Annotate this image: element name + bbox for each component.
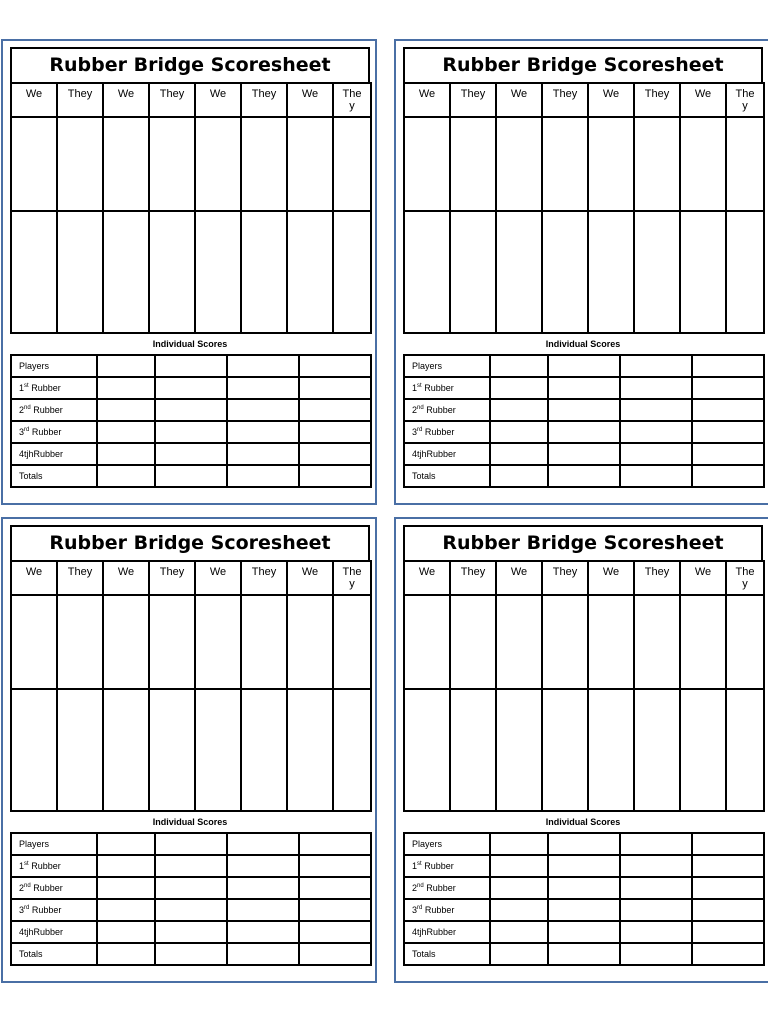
row-label: Totals (11, 943, 97, 965)
column-header: They (726, 83, 764, 117)
score-cell[interactable] (57, 211, 103, 333)
individual-scores-caption: Individual Scores (152, 817, 228, 827)
score-cell[interactable] (195, 117, 241, 211)
column-header: We (103, 83, 149, 117)
score-cell[interactable] (620, 377, 692, 399)
score-cell[interactable] (490, 833, 548, 855)
column-header: They (149, 561, 195, 595)
score-cell[interactable] (155, 377, 227, 399)
score-grid (10, 82, 372, 334)
score-cell[interactable] (149, 211, 195, 333)
score-cell[interactable] (333, 689, 371, 811)
below-line-row (11, 689, 371, 811)
score-cell[interactable] (692, 855, 764, 877)
score-cell[interactable] (195, 595, 241, 689)
score-cell[interactable] (97, 899, 155, 921)
score-cell[interactable] (726, 689, 764, 811)
row-label: 3rd Rubber (11, 421, 97, 443)
score-cell[interactable] (692, 377, 764, 399)
column-header: We (680, 561, 726, 595)
column-header: We (496, 561, 542, 595)
score-cell[interactable] (450, 211, 496, 333)
score-cell[interactable] (548, 421, 620, 443)
score-cell[interactable] (692, 833, 764, 855)
score-cell[interactable] (490, 465, 548, 487)
individual-score-row (11, 443, 371, 465)
score-cell[interactable] (97, 943, 155, 965)
column-header: We (287, 83, 333, 117)
score-cell[interactable] (450, 595, 496, 689)
individual-score-row (11, 855, 371, 877)
column-header: They (542, 561, 588, 595)
score-cell[interactable] (548, 855, 620, 877)
score-cell[interactable] (680, 689, 726, 811)
row-label: 1st Rubber (11, 377, 97, 399)
column-header: They (333, 83, 371, 117)
column-header: They (450, 561, 496, 595)
individual-score-row (404, 465, 764, 487)
row-label: 2nd Rubber (404, 877, 490, 899)
individual-score-row (11, 355, 371, 377)
score-grid (403, 560, 765, 812)
individual-scores-caption: Individual Scores (545, 817, 621, 827)
score-cell[interactable] (548, 465, 620, 487)
score-cell[interactable] (692, 399, 764, 421)
score-cell[interactable] (620, 443, 692, 465)
score-cell[interactable] (97, 421, 155, 443)
score-cell[interactable] (548, 899, 620, 921)
score-cell[interactable] (97, 855, 155, 877)
score-cell[interactable] (680, 117, 726, 211)
score-cell[interactable] (155, 833, 227, 855)
column-header: They (634, 561, 680, 595)
score-cell[interactable] (227, 421, 299, 443)
individual-scores-table (10, 354, 372, 488)
column-header: They (726, 561, 764, 595)
score-cell[interactable] (490, 399, 548, 421)
score-cell[interactable] (620, 877, 692, 899)
column-header: We (496, 83, 542, 117)
score-grid (403, 82, 765, 334)
individual-score-row (11, 465, 371, 487)
above-line-row (11, 117, 371, 211)
score-cell[interactable] (299, 943, 371, 965)
score-cell[interactable] (155, 921, 227, 943)
scoresheet-card (1, 517, 377, 983)
score-cell[interactable] (588, 689, 634, 811)
individual-score-row (11, 833, 371, 855)
score-cell[interactable] (404, 689, 450, 811)
individual-scores-caption: Individual Scores (152, 339, 228, 349)
column-header: They (634, 83, 680, 117)
column-header: They (333, 561, 371, 595)
score-cell[interactable] (227, 921, 299, 943)
score-cell[interactable] (450, 117, 496, 211)
above-line-row (404, 117, 764, 211)
individual-score-row (404, 899, 764, 921)
score-cell[interactable] (227, 943, 299, 965)
above-line-row (11, 595, 371, 689)
row-label: 1st Rubber (11, 855, 97, 877)
score-cell[interactable] (155, 899, 227, 921)
scoresheet-title: Rubber Bridge Scoresheet (403, 47, 763, 84)
individual-score-row (404, 877, 764, 899)
row-label: 2nd Rubber (404, 399, 490, 421)
score-cell[interactable] (496, 117, 542, 211)
row-label: 1st Rubber (404, 377, 490, 399)
individual-scores-caption: Individual Scores (545, 339, 621, 349)
score-cell[interactable] (299, 465, 371, 487)
score-cell[interactable] (490, 877, 548, 899)
score-cell[interactable] (195, 211, 241, 333)
individual-score-row (404, 355, 764, 377)
score-cell[interactable] (620, 921, 692, 943)
score-cell[interactable] (450, 689, 496, 811)
score-cell[interactable] (620, 899, 692, 921)
row-label: 4tjhRubber (404, 921, 490, 943)
scoresheet-card (1, 39, 377, 505)
score-cell[interactable] (287, 595, 333, 689)
scoresheet-title: Rubber Bridge Scoresheet (403, 525, 763, 562)
score-cell[interactable] (97, 465, 155, 487)
row-label: 3rd Rubber (404, 421, 490, 443)
score-cell[interactable] (57, 595, 103, 689)
score-cell[interactable] (299, 355, 371, 377)
score-cell[interactable] (227, 399, 299, 421)
score-cell[interactable] (548, 443, 620, 465)
column-header: They (542, 83, 588, 117)
below-line-row (11, 211, 371, 333)
column-header: We (588, 561, 634, 595)
score-cell[interactable] (726, 595, 764, 689)
score-cell[interactable] (726, 117, 764, 211)
score-cell[interactable] (490, 943, 548, 965)
individual-score-row (11, 877, 371, 899)
score-cell[interactable] (404, 211, 450, 333)
score-cell[interactable] (299, 855, 371, 877)
score-cell[interactable] (155, 399, 227, 421)
score-cell[interactable] (692, 421, 764, 443)
column-header: We (103, 561, 149, 595)
score-cell[interactable] (490, 377, 548, 399)
score-cell[interactable] (155, 855, 227, 877)
score-cell[interactable] (11, 211, 57, 333)
column-header: We (195, 83, 241, 117)
score-cell[interactable] (490, 443, 548, 465)
column-header: We (588, 83, 634, 117)
column-header: We (11, 83, 57, 117)
score-cell[interactable] (155, 355, 227, 377)
column-header: They (57, 561, 103, 595)
column-header: We (11, 561, 57, 595)
below-line-row (404, 211, 764, 333)
row-label: 3rd Rubber (404, 899, 490, 921)
score-cell[interactable] (620, 355, 692, 377)
score-cell[interactable] (287, 211, 333, 333)
score-cell[interactable] (634, 211, 680, 333)
column-header: We (195, 561, 241, 595)
score-cell[interactable] (97, 443, 155, 465)
row-label: Players (404, 355, 490, 377)
score-cell[interactable] (542, 117, 588, 211)
score-cell[interactable] (97, 355, 155, 377)
score-cell[interactable] (227, 377, 299, 399)
individual-score-row (11, 921, 371, 943)
scoresheet-title: Rubber Bridge Scoresheet (10, 47, 370, 84)
score-cell[interactable] (299, 421, 371, 443)
score-cell[interactable] (57, 117, 103, 211)
individual-score-row (404, 943, 764, 965)
score-cell[interactable] (227, 877, 299, 899)
score-cell[interactable] (227, 465, 299, 487)
score-cell[interactable] (241, 689, 287, 811)
score-cell[interactable] (548, 399, 620, 421)
score-cell[interactable] (542, 211, 588, 333)
row-label: Players (11, 833, 97, 855)
individual-score-row (404, 421, 764, 443)
score-cell[interactable] (103, 689, 149, 811)
score-cell[interactable] (155, 465, 227, 487)
row-label: 2nd Rubber (11, 877, 97, 899)
row-label: Totals (11, 465, 97, 487)
score-cell[interactable] (11, 117, 57, 211)
score-cell[interactable] (692, 443, 764, 465)
score-cell[interactable] (227, 443, 299, 465)
row-label: 4tjhRubber (11, 443, 97, 465)
column-header: We (680, 83, 726, 117)
score-cell[interactable] (692, 921, 764, 943)
score-cell[interactable] (299, 443, 371, 465)
column-header: We (404, 83, 450, 117)
score-cell[interactable] (692, 465, 764, 487)
scoresheet-title: Rubber Bridge Scoresheet (10, 525, 370, 562)
score-cell[interactable] (588, 595, 634, 689)
score-cell[interactable] (299, 377, 371, 399)
score-grid (10, 560, 372, 812)
below-line-row (404, 689, 764, 811)
score-cell[interactable] (620, 855, 692, 877)
above-line-row (404, 595, 764, 689)
column-header: They (149, 83, 195, 117)
score-cell[interactable] (404, 595, 450, 689)
score-cell[interactable] (155, 421, 227, 443)
score-cell[interactable] (97, 377, 155, 399)
individual-scores-table (403, 354, 765, 488)
score-cell[interactable] (620, 421, 692, 443)
score-cell[interactable] (333, 211, 371, 333)
score-cell[interactable] (542, 689, 588, 811)
score-cell[interactable] (692, 899, 764, 921)
score-cell[interactable] (103, 211, 149, 333)
score-cell[interactable] (548, 833, 620, 855)
score-cell[interactable] (149, 117, 195, 211)
score-cell[interactable] (490, 899, 548, 921)
score-cell[interactable] (634, 595, 680, 689)
scoresheet-card (394, 517, 768, 983)
individual-scores-table (403, 832, 765, 966)
score-cell[interactable] (227, 855, 299, 877)
score-cell[interactable] (692, 877, 764, 899)
individual-score-row (11, 943, 371, 965)
score-cell[interactable] (548, 377, 620, 399)
score-cell[interactable] (490, 921, 548, 943)
score-cell[interactable] (542, 595, 588, 689)
score-cell[interactable] (155, 943, 227, 965)
score-cell[interactable] (620, 833, 692, 855)
score-cell[interactable] (620, 943, 692, 965)
row-label: 1st Rubber (404, 855, 490, 877)
score-cell[interactable] (97, 833, 155, 855)
score-cell[interactable] (490, 421, 548, 443)
scoresheet-card (394, 39, 768, 505)
row-label: Totals (404, 943, 490, 965)
score-cell[interactable] (333, 117, 371, 211)
row-label: Players (11, 355, 97, 377)
column-header: They (57, 83, 103, 117)
score-cell[interactable] (103, 595, 149, 689)
score-cell[interactable] (490, 855, 548, 877)
individual-score-row (404, 921, 764, 943)
score-cell[interactable] (195, 689, 241, 811)
row-label: 4tjhRubber (11, 921, 97, 943)
score-cell[interactable] (299, 899, 371, 921)
score-cell[interactable] (149, 689, 195, 811)
score-cell[interactable] (97, 399, 155, 421)
row-label: Totals (404, 465, 490, 487)
score-cell[interactable] (11, 689, 57, 811)
score-cell[interactable] (588, 211, 634, 333)
column-header: They (241, 561, 287, 595)
score-cell[interactable] (634, 689, 680, 811)
score-cell[interactable] (299, 921, 371, 943)
score-cell[interactable] (548, 877, 620, 899)
row-label: 2nd Rubber (11, 399, 97, 421)
row-label: 4tjhRubber (404, 443, 490, 465)
score-cell[interactable] (155, 443, 227, 465)
score-cell[interactable] (496, 211, 542, 333)
individual-score-row (11, 421, 371, 443)
score-cell[interactable] (227, 355, 299, 377)
individual-score-row (404, 443, 764, 465)
score-cell[interactable] (241, 595, 287, 689)
individual-score-row (404, 833, 764, 855)
score-cell[interactable] (496, 689, 542, 811)
individual-score-row (404, 399, 764, 421)
score-cell[interactable] (97, 877, 155, 899)
individual-score-row (404, 377, 764, 399)
column-header: They (241, 83, 287, 117)
score-cell[interactable] (680, 211, 726, 333)
score-cell[interactable] (227, 899, 299, 921)
score-cell[interactable] (620, 465, 692, 487)
individual-score-row (11, 899, 371, 921)
column-header: They (450, 83, 496, 117)
score-cell[interactable] (299, 833, 371, 855)
score-cell[interactable] (241, 211, 287, 333)
column-header: We (287, 561, 333, 595)
score-cell[interactable] (548, 943, 620, 965)
score-cell[interactable] (404, 117, 450, 211)
score-cell[interactable] (620, 399, 692, 421)
score-cell[interactable] (680, 595, 726, 689)
score-cell[interactable] (11, 595, 57, 689)
individual-score-row (11, 377, 371, 399)
score-cell[interactable] (692, 355, 764, 377)
score-cell[interactable] (299, 877, 371, 899)
score-cell[interactable] (299, 399, 371, 421)
individual-scores-table (10, 832, 372, 966)
score-cell[interactable] (726, 211, 764, 333)
score-cell[interactable] (496, 595, 542, 689)
score-cell[interactable] (287, 117, 333, 211)
score-cell[interactable] (103, 117, 149, 211)
score-cell[interactable] (634, 117, 680, 211)
individual-score-row (11, 399, 371, 421)
score-cell[interactable] (57, 689, 103, 811)
score-cell[interactable] (588, 117, 634, 211)
score-cell[interactable] (97, 921, 155, 943)
score-cell[interactable] (333, 595, 371, 689)
score-cell[interactable] (692, 943, 764, 965)
score-cell[interactable] (490, 355, 548, 377)
score-cell[interactable] (241, 117, 287, 211)
score-cell[interactable] (548, 355, 620, 377)
score-cell[interactable] (149, 595, 195, 689)
individual-score-row (404, 855, 764, 877)
row-label: Players (404, 833, 490, 855)
score-cell[interactable] (287, 689, 333, 811)
score-cell[interactable] (155, 877, 227, 899)
column-header: We (404, 561, 450, 595)
score-cell[interactable] (227, 833, 299, 855)
score-cell[interactable] (548, 921, 620, 943)
row-label: 3rd Rubber (11, 899, 97, 921)
